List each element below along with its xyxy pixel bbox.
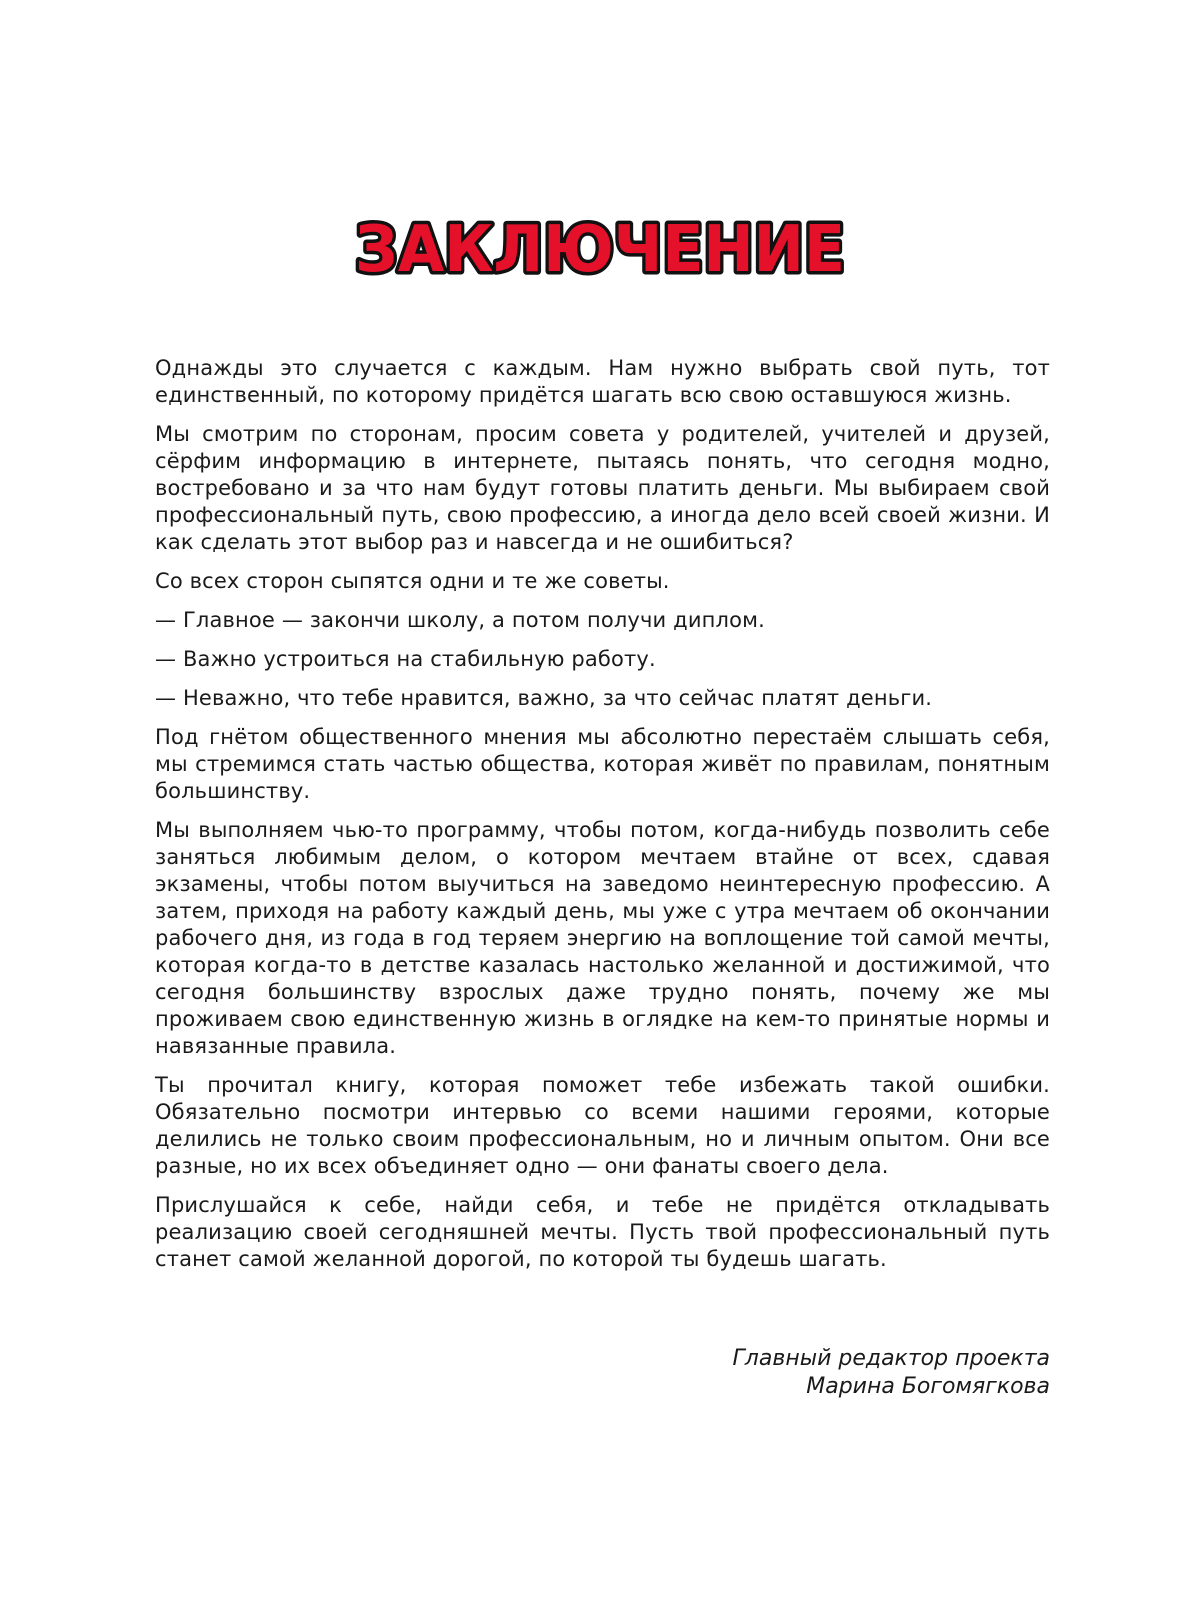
page-title: ЗАКЛЮЧЕНИЕ	[355, 213, 845, 287]
signature	[550, 1345, 1050, 1401]
advice-line: — Важно устроиться на стабильную работу.	[155, 647, 656, 671]
signature-role: Главный редактор проекта	[732, 1346, 1050, 1371]
paragraph: Прислушайся к себе, найди себя, и тебе не придётся откладывать реализацию своей сегодняшней мечты. Пусть твой профессиональный путь станет самой желанной дорогой, по которой ты будешь шагать.	[155, 1193, 1050, 1271]
body-text	[155, 355, 1050, 1285]
paragraph: Под гнётом общественного мнения мы абсолютно перестаём слышать себя, мы стремимся стать частью общества, которая живёт по правилам, понятным большинству.	[155, 725, 1050, 803]
signature-name: Марина Богомягкова	[806, 1374, 1050, 1399]
paragraph: Со всех сторон сыпятся одни и те же советы.	[155, 569, 670, 593]
heading-svg	[340, 205, 860, 295]
advice-line: — Неважно, что тебе нравится, важно, за что сейчас платят деньги.	[155, 686, 933, 710]
paragraph: Ты прочитал книгу, которая поможет тебе избежать такой ошибки. Обязательно посмотри интервью со всеми нашими героями, которые делились не только своим профессиональным, но и личным опытом. Они все разные, но их всех объединяет одно — они фанаты своего дела.	[155, 1073, 1050, 1178]
heading-container	[0, 205, 1200, 295]
paragraph: Мы выполняем чью-то программу, чтобы потом, когда-нибудь позволить себе заняться любимым делом, о котором мечтаем втайне от всех, сдавая экзамены, чтобы потом выучиться на заведомо неинтересную профессию. А затем, приходя на работу каждый день, мы уже с утра мечтаем об окончании рабочего дня, из года в год теряем энергию на воплощение той самой мечты, которая когда-то в детстве казалась настолько желанной и достижимой, что сегодня большинству взрослых даже трудно понять, почему же мы проживаем свою единственную жизнь в оглядке на кем-то принятые нормы и навязанные правила.	[155, 818, 1050, 1058]
advice-line: — Главное — закончи школу, а потом получи диплом.	[155, 608, 765, 632]
paragraph: Однажды это случается с каждым. Нам нужно выбрать свой путь, тот единственный, по которому придётся шагать всю свою оставшуюся жизнь.	[155, 356, 1050, 407]
paragraph: Мы смотрим по сторонам, просим совета у родителей, учителей и друзей, сёрфим информацию в интернете, пытаясь понять, что сегодня модно, востребовано и за что нам будут готовы платить деньги. Мы выбираем свой профессиональный путь, свою профессию, а иногда дело всей своей жизни. И как сделать этот выбор раз и навсегда и не ошибиться?	[155, 422, 1050, 554]
